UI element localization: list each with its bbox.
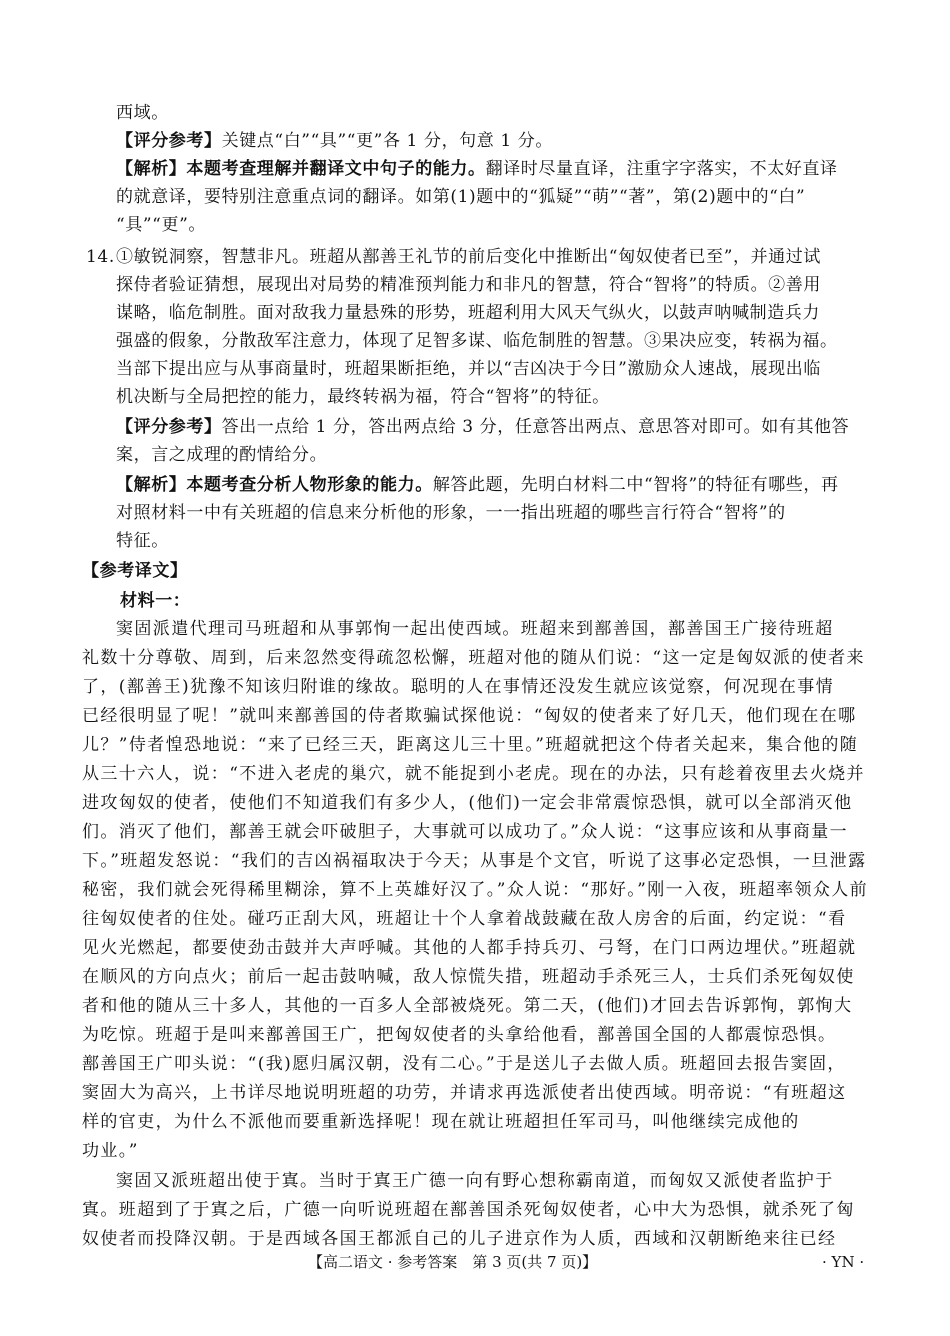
q14-score-line xyxy=(116,414,849,440)
q14-analysis-line-3: 特征。 xyxy=(116,531,169,551)
analysis-label: 【解析】 xyxy=(116,475,187,495)
translation-line: 儿？”侍者惶恐地说：“来了已经三天，距离这儿三十里。”班超就把这个侍者关起来，集合他的随 xyxy=(82,735,859,755)
q14-score-line-2: 案，言之成理的酌情给分。 xyxy=(116,445,328,465)
score-label: 【评分参考】 xyxy=(116,417,222,437)
analysis-bold: 本题考查理解并翻译文中句子的能力。 xyxy=(186,159,486,179)
translation-line: 窦固派遣代理司马班超和从事郭恂一起出使西域。班超来到鄯善国，鄯善国王广接待班超 xyxy=(116,619,834,639)
translation-line: 往匈奴使者的住处。碰巧正刮大风，班超让十个人拿着战鼓藏在敌人房舍的后面，约定说：“看 xyxy=(82,909,847,929)
page-footer-label: 【高二语文 · 参考答案 第 3 页(共 7 页)】 xyxy=(308,1253,598,1271)
analysis-bold: 本题考查分析人物形象的能力。 xyxy=(186,475,433,495)
analysis-text: 解答此题，先明白材料二中“智将”的特征有哪些，再 xyxy=(432,475,839,495)
translation-line: 鄯善国王广叩头说：“(我)愿归属汉朝，没有二心。”于是送儿子去做人质。班超回去报告窦固， xyxy=(82,1054,846,1074)
q14-line: 机决断与全局把控的能力，最终转祸为福，符合“智将”的特征。 xyxy=(116,387,610,407)
translation-line: 窦固大为高兴，上书详尽地说明班超的功劳，并请求再选派使者出使西域。明帝说：“有班超这 xyxy=(82,1083,847,1103)
translation-line: 奴使者而投降汉朝。于是西域各国王都派自己的儿子进京作为人质，西域和汉朝断绝来往已经 xyxy=(82,1229,837,1249)
q14-number: 14. xyxy=(86,247,115,267)
analysis-label: 【解析】 xyxy=(116,159,187,179)
q13-analysis-line-3: “具”“更”。 xyxy=(116,215,206,235)
translation-line: 寘。班超到了于寘之后，广德一向听说班超在鄯善国杀死匈奴使者，心中大为恐惧，就杀死了匈 xyxy=(82,1200,855,1220)
score-text: 答出一点给 1 分，答出两点给 3 分，任意答出两点、意思答对即可。如有其他答 xyxy=(221,417,850,437)
q13-analysis-line-2: 的就意译，要特别注意重点词的翻译。如第(1)题中的“狐疑”“萌”“著”，第(2)题中的“白” xyxy=(116,187,806,207)
q14-line: 谋略，临危制胜。面对敌我力量悬殊的形势，班超利用大风天气纵火，以鼓声呐喊制造兵力 xyxy=(116,303,820,323)
translation-line: 样的官吏，为什么不派他而要重新选择呢！现在就让班超担任军司马，叫他继续完成他的 xyxy=(82,1112,800,1132)
translation-line: 进攻匈奴的使者，使他们不知道我们有多少人，(他们)一定会非常震惊恐惧，就可以全部消灭他 xyxy=(82,793,853,813)
translation-line: 秘密，我们就会死得稀里糊涂，算不上英雄好汉了。”众人说：“那好。”刚一入夜，班超率领众人前 xyxy=(82,880,869,900)
q14-line: 强盛的假象，分散敌军注意力，体现了足智多谋、临危制胜的智慧。③果决应变，转祸为福。 xyxy=(116,331,838,351)
translation-line: 从三十六人，说：“不进入老虎的巢穴，就不能捉到小老虎。现在的办法，只有趁着夜里去火烧并 xyxy=(82,764,865,784)
translation-line: 了，(鄯善王)犹豫不知该归附谁的缘故。聪明的人在事情还没发生就应该觉察，何况现在事情 xyxy=(82,677,835,697)
q14-line: ①敏锐洞察，智慧非凡。班超从鄯善王礼节的前后变化中推断出“匈奴使者已至”，并通过试 xyxy=(116,247,821,267)
q14-line: 探侍者验证猜想，展现出对局势的精准预判能力和非凡的智慧，符合“智将”的特质。②善用 xyxy=(116,275,821,295)
translation-line: 已经很明显了呢！”就叫来鄯善国的侍者欺骗试探他说：“匈奴的使者来了好几天，他们现在在哪 xyxy=(82,706,857,726)
translation-line: 下。”班超发怒说：“我们的吉凶祸福取决于今天；从事是个文官，听说了这事必定恐惧，一旦泄露 xyxy=(82,851,867,871)
page-footer-code: · YN · xyxy=(822,1253,865,1271)
translation-line: 礼数十分尊敬、周到，后来忽然变得疏忽松懈，班超对他的随从们说：“这一定是匈奴派的使者来 xyxy=(82,648,865,668)
translation-heading: 【参考译文】 xyxy=(82,561,188,581)
score-text: 关键点“白”“具”“更”各 1 分，句意 1 分。 xyxy=(221,131,554,151)
score-label: 【评分参考】 xyxy=(116,131,222,151)
analysis-text: 翻译时尽量直译，注重字字落实，不太好直译 xyxy=(485,159,838,179)
q14-analysis-line xyxy=(116,472,839,498)
translation-line: 在顺风的方向点火；前后一起击鼓呐喊，敌人惊慌失措，班超动手杀死三人，士兵们杀死匈奴使 xyxy=(82,967,855,987)
translation-line: 窦固又派班超出使于寘。当时于寘王广德一向有野心想称霸南道，而匈奴又派使者监护于 xyxy=(116,1171,834,1191)
translation-line: 功业。” xyxy=(82,1141,139,1161)
q13-tail-line: 西域。 xyxy=(116,103,169,123)
q14-line: 当部下提出应与从事商量时，班超果断拒绝，并以“吉凶决于今日”激励众人速战，展现出临 xyxy=(116,359,821,379)
translation-line: 为吃惊。班超于是叫来鄯善国王广，把匈奴使者的头拿给他看，鄯善国全国的人都震惊恐惧。 xyxy=(82,1025,837,1045)
q14-analysis-line-2: 对照材料一中有关班超的信息来分析他的形象，一一指出班超的哪些言行符合“智将”的 xyxy=(116,503,786,523)
translation-line: 者和他的随从三十多人，其他的一百多人全部被烧死。第二天，(他们)才回去告诉郭恂，郭恂大 xyxy=(82,996,853,1016)
translation-line: 们。消灭了他们，鄯善王就会吓破胆子，大事就可以成功了。”众人说：“这事应该和从事商量一 xyxy=(82,822,849,842)
q13-analysis-line xyxy=(116,156,838,182)
q13-score-line xyxy=(116,128,553,154)
translation-line: 见火光燃起，都要使劲击鼓并大声呼喊。其他的人都手持兵刃、弓弩，在门口两边埋伏。”班超就 xyxy=(82,938,857,958)
material-label: 材料一： xyxy=(120,591,191,611)
